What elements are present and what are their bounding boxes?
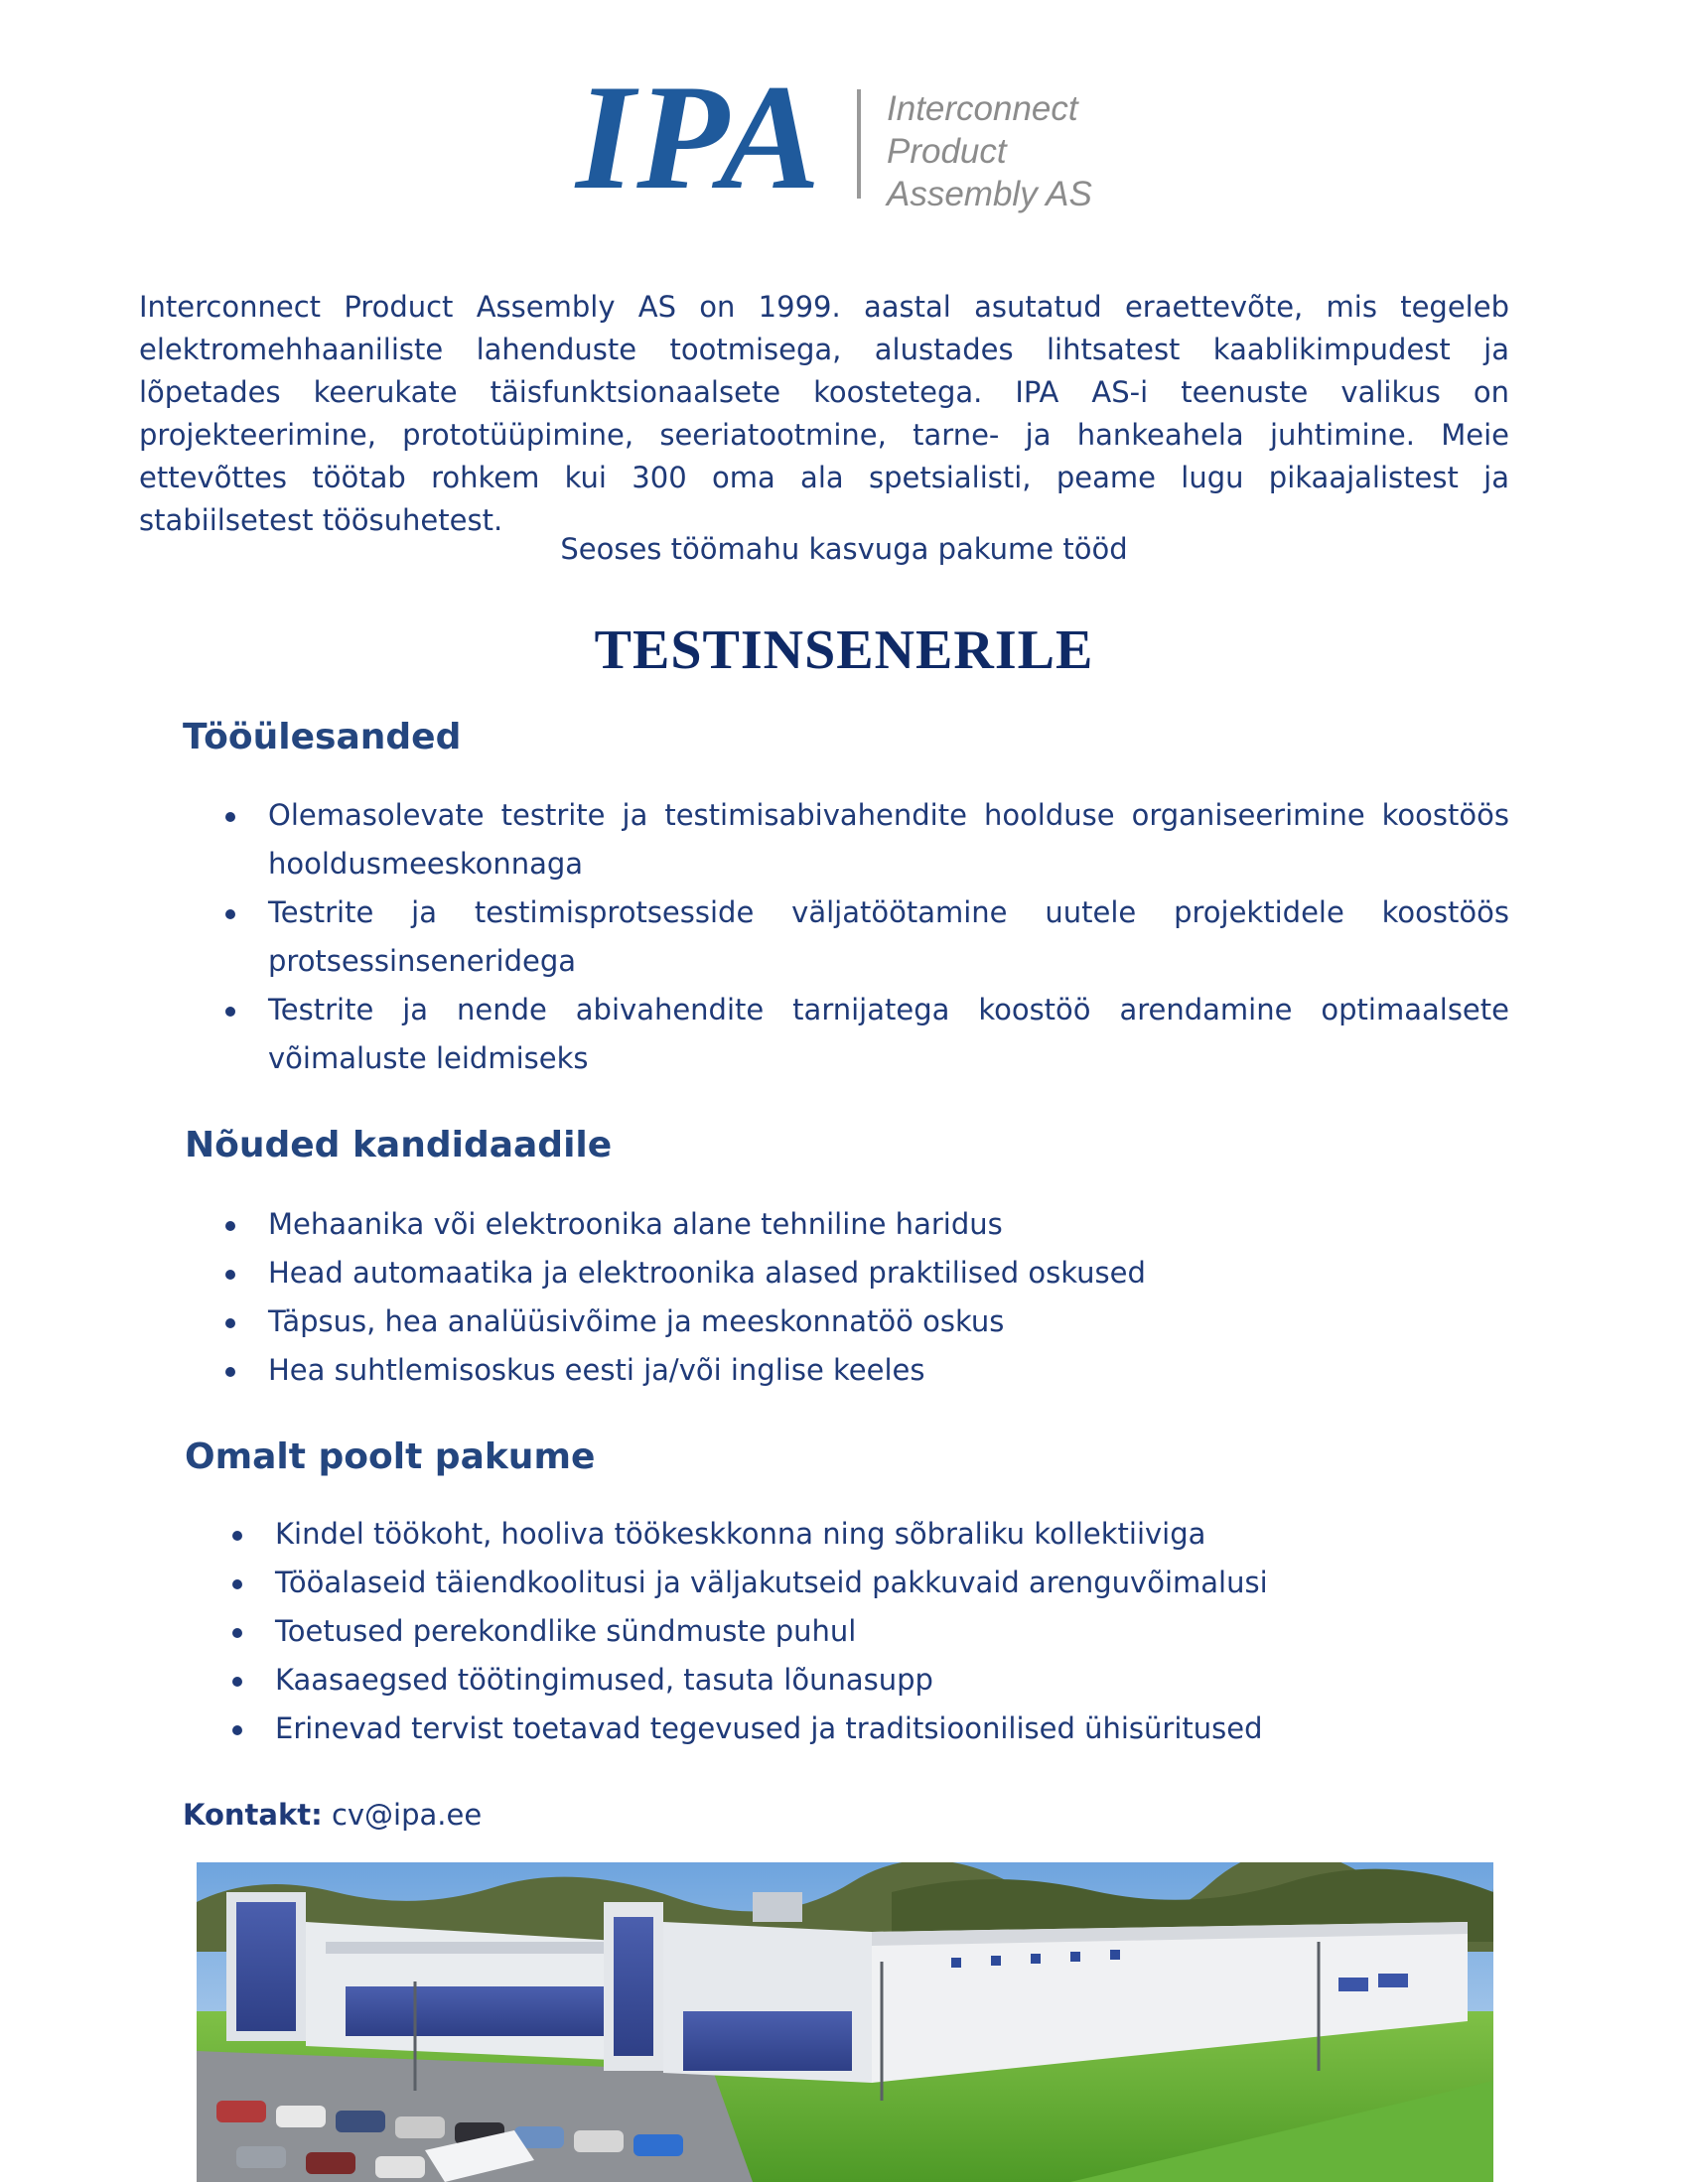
offer-subline: Seoses töömahu kasvuga pakume tööd	[560, 532, 1128, 566]
list-item: Hea suhtlemisoskus eesti ja/või inglise keeles	[268, 1346, 1509, 1395]
requirements-list	[268, 1200, 1509, 1395]
logo-line: Product	[887, 132, 1007, 171]
requirements-heading: Nõuded kandidaadile	[185, 1125, 613, 1165]
logo-line: Interconnect	[887, 89, 1078, 128]
contact-email-link[interactable]: cv@ipa.ee	[331, 1798, 483, 1832]
building-photo	[197, 1862, 1493, 2182]
list-item: Erinevad tervist toetavad tegevused ja traditsioonilised ühisüritused	[275, 1705, 1509, 1753]
list-item: Täpsus, hea analüüsivõime ja meeskonnatöö oskus	[268, 1297, 1509, 1346]
list-item: Head automaatika ja elektroonika alased praktilised oskused	[268, 1249, 1509, 1297]
list-item: Kaasaegsed töötingimused, tasuta lõunasupp	[275, 1656, 1509, 1705]
offer-list	[275, 1510, 1509, 1753]
list-item: Testrite ja nende abivahendite tarnijatega koostöö arendamine optimaalsete võimaluste leidmiseks	[268, 986, 1509, 1083]
logo-mark: IPA	[576, 54, 823, 220]
logo-company-name	[887, 87, 1092, 215]
company-logo	[576, 54, 1132, 220]
tasks-list	[268, 791, 1509, 1083]
logo-divider	[857, 89, 861, 199]
list-item: Tööalaseid täiendkoolitusi ja väljakutseid pakkuvaid arenguvõimalusi	[275, 1559, 1509, 1607]
contact-label: Kontakt:	[183, 1798, 323, 1832]
tasks-heading: Tööülesanded	[183, 717, 462, 757]
list-item: Testrite ja testimisprotsesside väljatöötamine uutele projektidele koostöös protsessinseneridega	[268, 888, 1509, 986]
list-item: Toetused perekondlike sündmuste puhul	[275, 1607, 1509, 1656]
offer-heading: Omalt poolt pakume	[185, 1436, 596, 1477]
contact-line	[183, 1795, 482, 1835]
list-item: Kindel töökoht, hooliva töökeskkonna ning sõbraliku kollektiiviga	[275, 1510, 1509, 1559]
list-item: Olemasolevate testrite ja testimisabivahendite hoolduse organiseerimine koostöös hooldusmeeskonnaga	[268, 791, 1509, 888]
logo-line: Assembly AS	[887, 175, 1092, 213]
company-intro: Interconnect Product Assembly AS on 1999. aastal asutatud eraettevõte, mis tegeleb elektromehhaaniliste lahenduste tootmisega, alustades lihtsatest kaablikimpudest ja lõpetades keerukate täisfunktsionaalsete koostetega. IPA AS-i teenuste valikus on projekteerimine, prototüüpimine, seeriatootmine, tarne- ja hankeahela juhtimine. Meie ettevõttes töötab rohkem kui 300 oma ala spetsialisti, peame lugu pikaajalistest ja stabiilsetest töösuhetest.	[139, 290, 1509, 537]
job-title: TESTINSENERILE	[594, 619, 1094, 681]
list-item: Mehaanika või elektroonika alane tehniline haridus	[268, 1200, 1509, 1249]
